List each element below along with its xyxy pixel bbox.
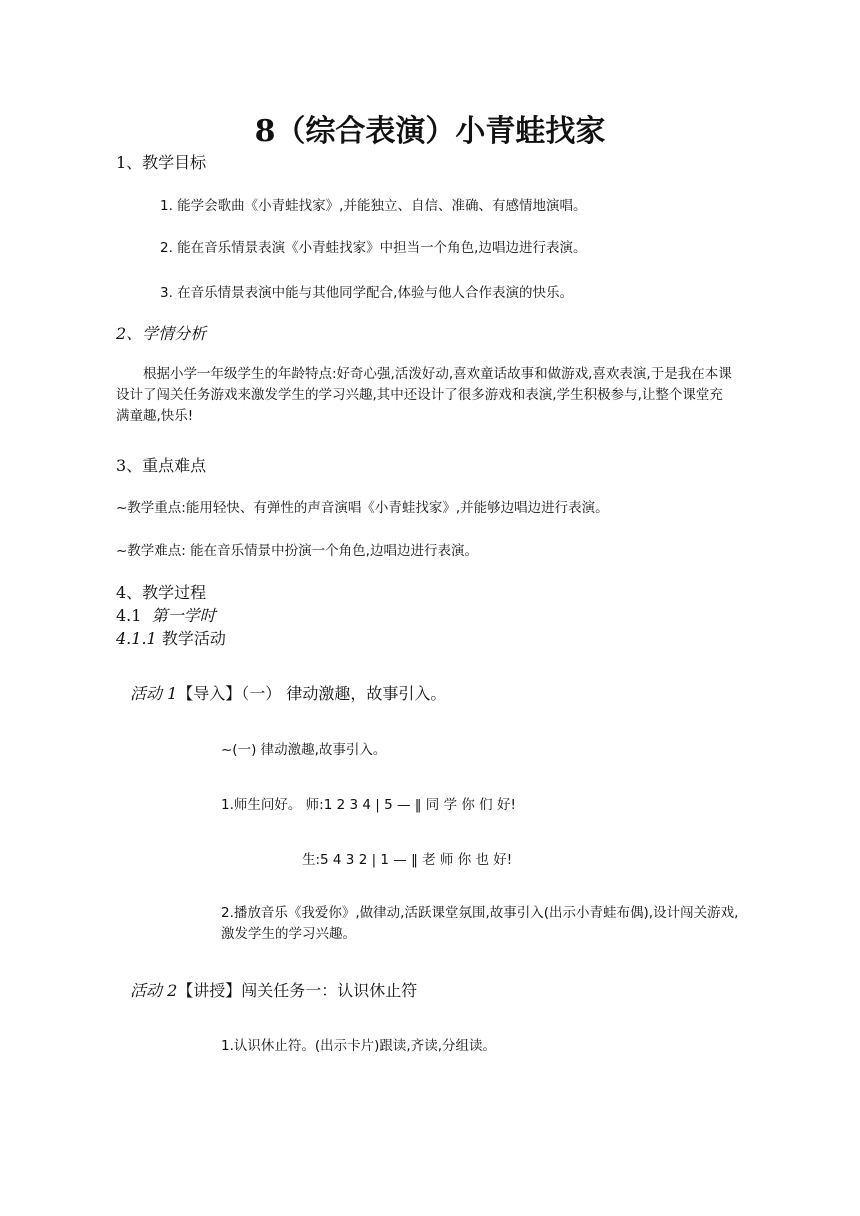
key-point: ~教学重点:能用轻快、有弹性的声音演唱《小青蛙找家》,并能够边唱边进行表演。	[116, 500, 609, 516]
activity-label: 活动 2	[130, 981, 178, 1000]
subsection-number: 4.1.1	[116, 629, 157, 648]
page-title: 8（综合表演）小青蛙找家	[254, 114, 606, 149]
activity-2-line-1: 1.认识休止符。(出示卡片)跟读,齐读,分组读。	[221, 1038, 496, 1054]
section-heading-analysis: 2、学情分析	[116, 324, 207, 343]
activity-1-heading	[130, 681, 446, 704]
objective-item-3: 3. 在音乐情景表演中能与其他同学配合,体验与他人合作表演的快乐。	[160, 285, 573, 301]
activity-1-paragraph: 2.播放音乐《我爱你》,做律动,活跃课堂氛围,故事引入(出示小青蛙布偶),设计闯关游戏,激发学生的学习兴趣。	[221, 905, 739, 942]
activity-1-line-1: ~(一) 律动激趣,故事引入。	[221, 742, 387, 758]
objective-item-1: 1. 能学会歌曲《小青蛙找家》,并能独立、自信、准确、有感情地演唱。	[160, 198, 587, 214]
activity-label: 活动 1	[130, 684, 178, 703]
activity-title: 【导入】（一） 律动激趣，故事引入。	[177, 684, 447, 703]
subsection-number: 4.1	[116, 606, 142, 625]
activity-1-line-3: 生:5 4 3 2 | 1 — ‖ 老 师 你 也 好!	[302, 852, 513, 868]
section-heading-objectives: 1、教学目标	[116, 153, 207, 172]
activity-2-heading	[130, 978, 417, 1001]
analysis-paragraph: 根据小学一年级学生的年龄特点:好奇心强,活泼好动,喜欢童话故事和做游戏,喜欢表演,于是我在本课设计了闯关任务游戏来激发学生的学习兴趣,其中还设计了很多游戏和表演,学生积极参与,让整个课堂充满童趣,快乐!	[116, 366, 732, 424]
activity-title: 【讲授】闯关任务一：认识休止符	[177, 981, 418, 1000]
subsection-label: 教学活动	[161, 629, 226, 648]
section-heading-process: 4、教学过程	[116, 583, 207, 602]
objective-item-2: 2. 能在音乐情景表演《小青蛙找家》中担当一个角色,边唱边进行表演。	[160, 240, 587, 256]
activity-1-line-2: 1.师生问好。 师:1 2 3 4 | 5 — ‖ 同 学 你 们 好!	[221, 797, 516, 813]
subsection-activities	[116, 626, 226, 649]
subsection-first-lesson	[116, 603, 216, 626]
section-heading-keypoints: 3、重点难点	[116, 456, 207, 475]
subsection-label: 第一学时	[151, 606, 216, 625]
difficult-point: ~教学难点: 能在音乐情景中扮演一个角色,边唱边进行表演。	[116, 543, 478, 559]
